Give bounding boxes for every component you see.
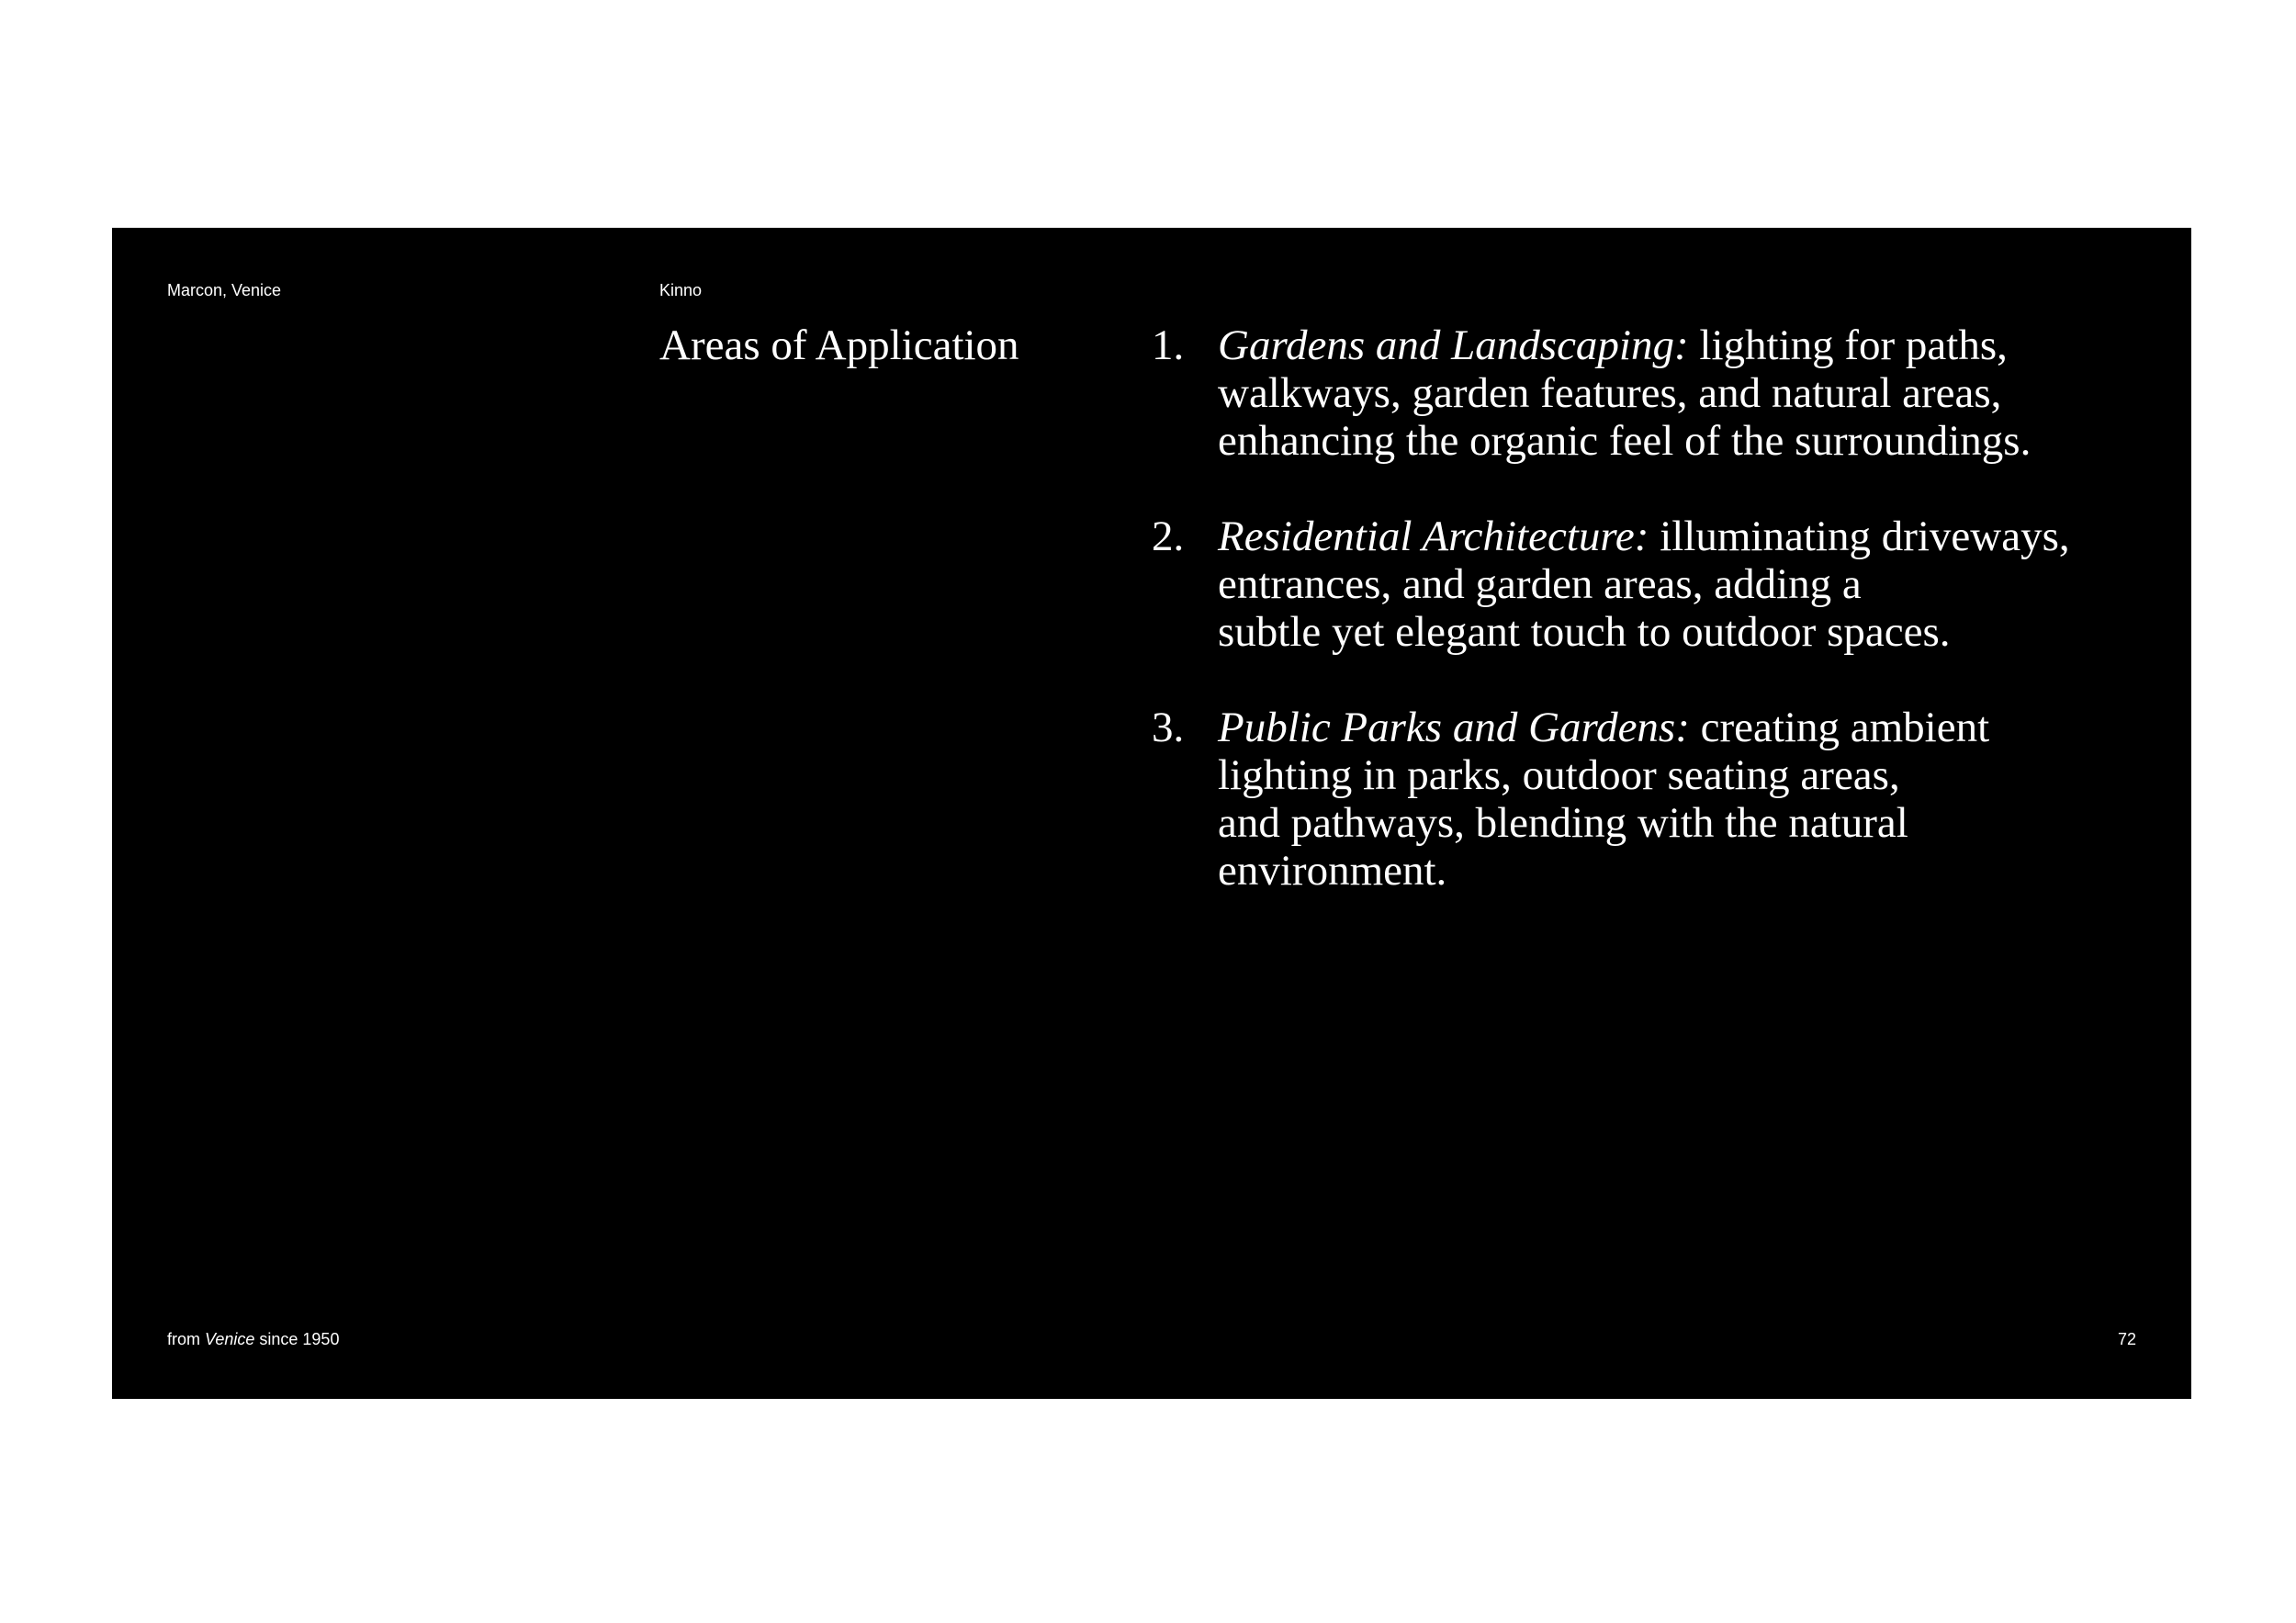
list-item-line: environment. xyxy=(1218,847,1447,895)
list-item-line: enhancing the organic feel of the surroundings. xyxy=(1218,417,2032,465)
list-item-line xyxy=(1218,704,2125,751)
list-item-term: Public Parks and Gardens: xyxy=(1218,704,1690,751)
tagline-suffix: since 1950 xyxy=(254,1330,340,1348)
list-item-line: lighting in parks, outdoor seating areas, xyxy=(1218,751,1900,799)
brand-label: Marcon, Venice xyxy=(167,281,282,299)
list-item-number: 2. xyxy=(1152,513,1185,560)
application-list xyxy=(1152,321,2125,942)
list-item-term: Gardens and Landscaping: xyxy=(1218,321,1689,369)
page-number: 72 xyxy=(2117,1330,2136,1348)
list-item-number: 3. xyxy=(1152,704,1185,751)
section-label: Kinno xyxy=(659,281,703,299)
list-item-line: and pathways, blending with the natural xyxy=(1218,799,1908,847)
document-page xyxy=(112,228,2191,1399)
footer-tagline xyxy=(167,1329,339,1349)
list-item xyxy=(1152,513,2125,656)
list-item-term: Residential Architecture: xyxy=(1218,513,1649,560)
tagline-italic: Venice xyxy=(205,1330,255,1348)
list-item-line xyxy=(1218,513,2125,560)
list-item-number: 1. xyxy=(1152,321,1185,369)
list-item-line xyxy=(1218,321,2125,369)
tagline-prefix: from xyxy=(167,1330,206,1348)
list-item xyxy=(1152,321,2125,465)
page-title: Areas of Application xyxy=(659,321,1019,369)
list-item xyxy=(1152,704,2125,895)
list-item-line: entrances, and garden areas, adding a xyxy=(1218,560,1862,608)
list-item-text: creating ambient xyxy=(1689,704,1990,751)
list-item-text: illuminating driveways, xyxy=(1649,513,2070,560)
list-item-text: lighting for paths, xyxy=(1688,321,2008,369)
list-item-line: walkways, garden features, and natural areas, xyxy=(1218,369,2002,417)
list-item-line: subtle yet elegant touch to outdoor spaces. xyxy=(1218,608,1951,656)
